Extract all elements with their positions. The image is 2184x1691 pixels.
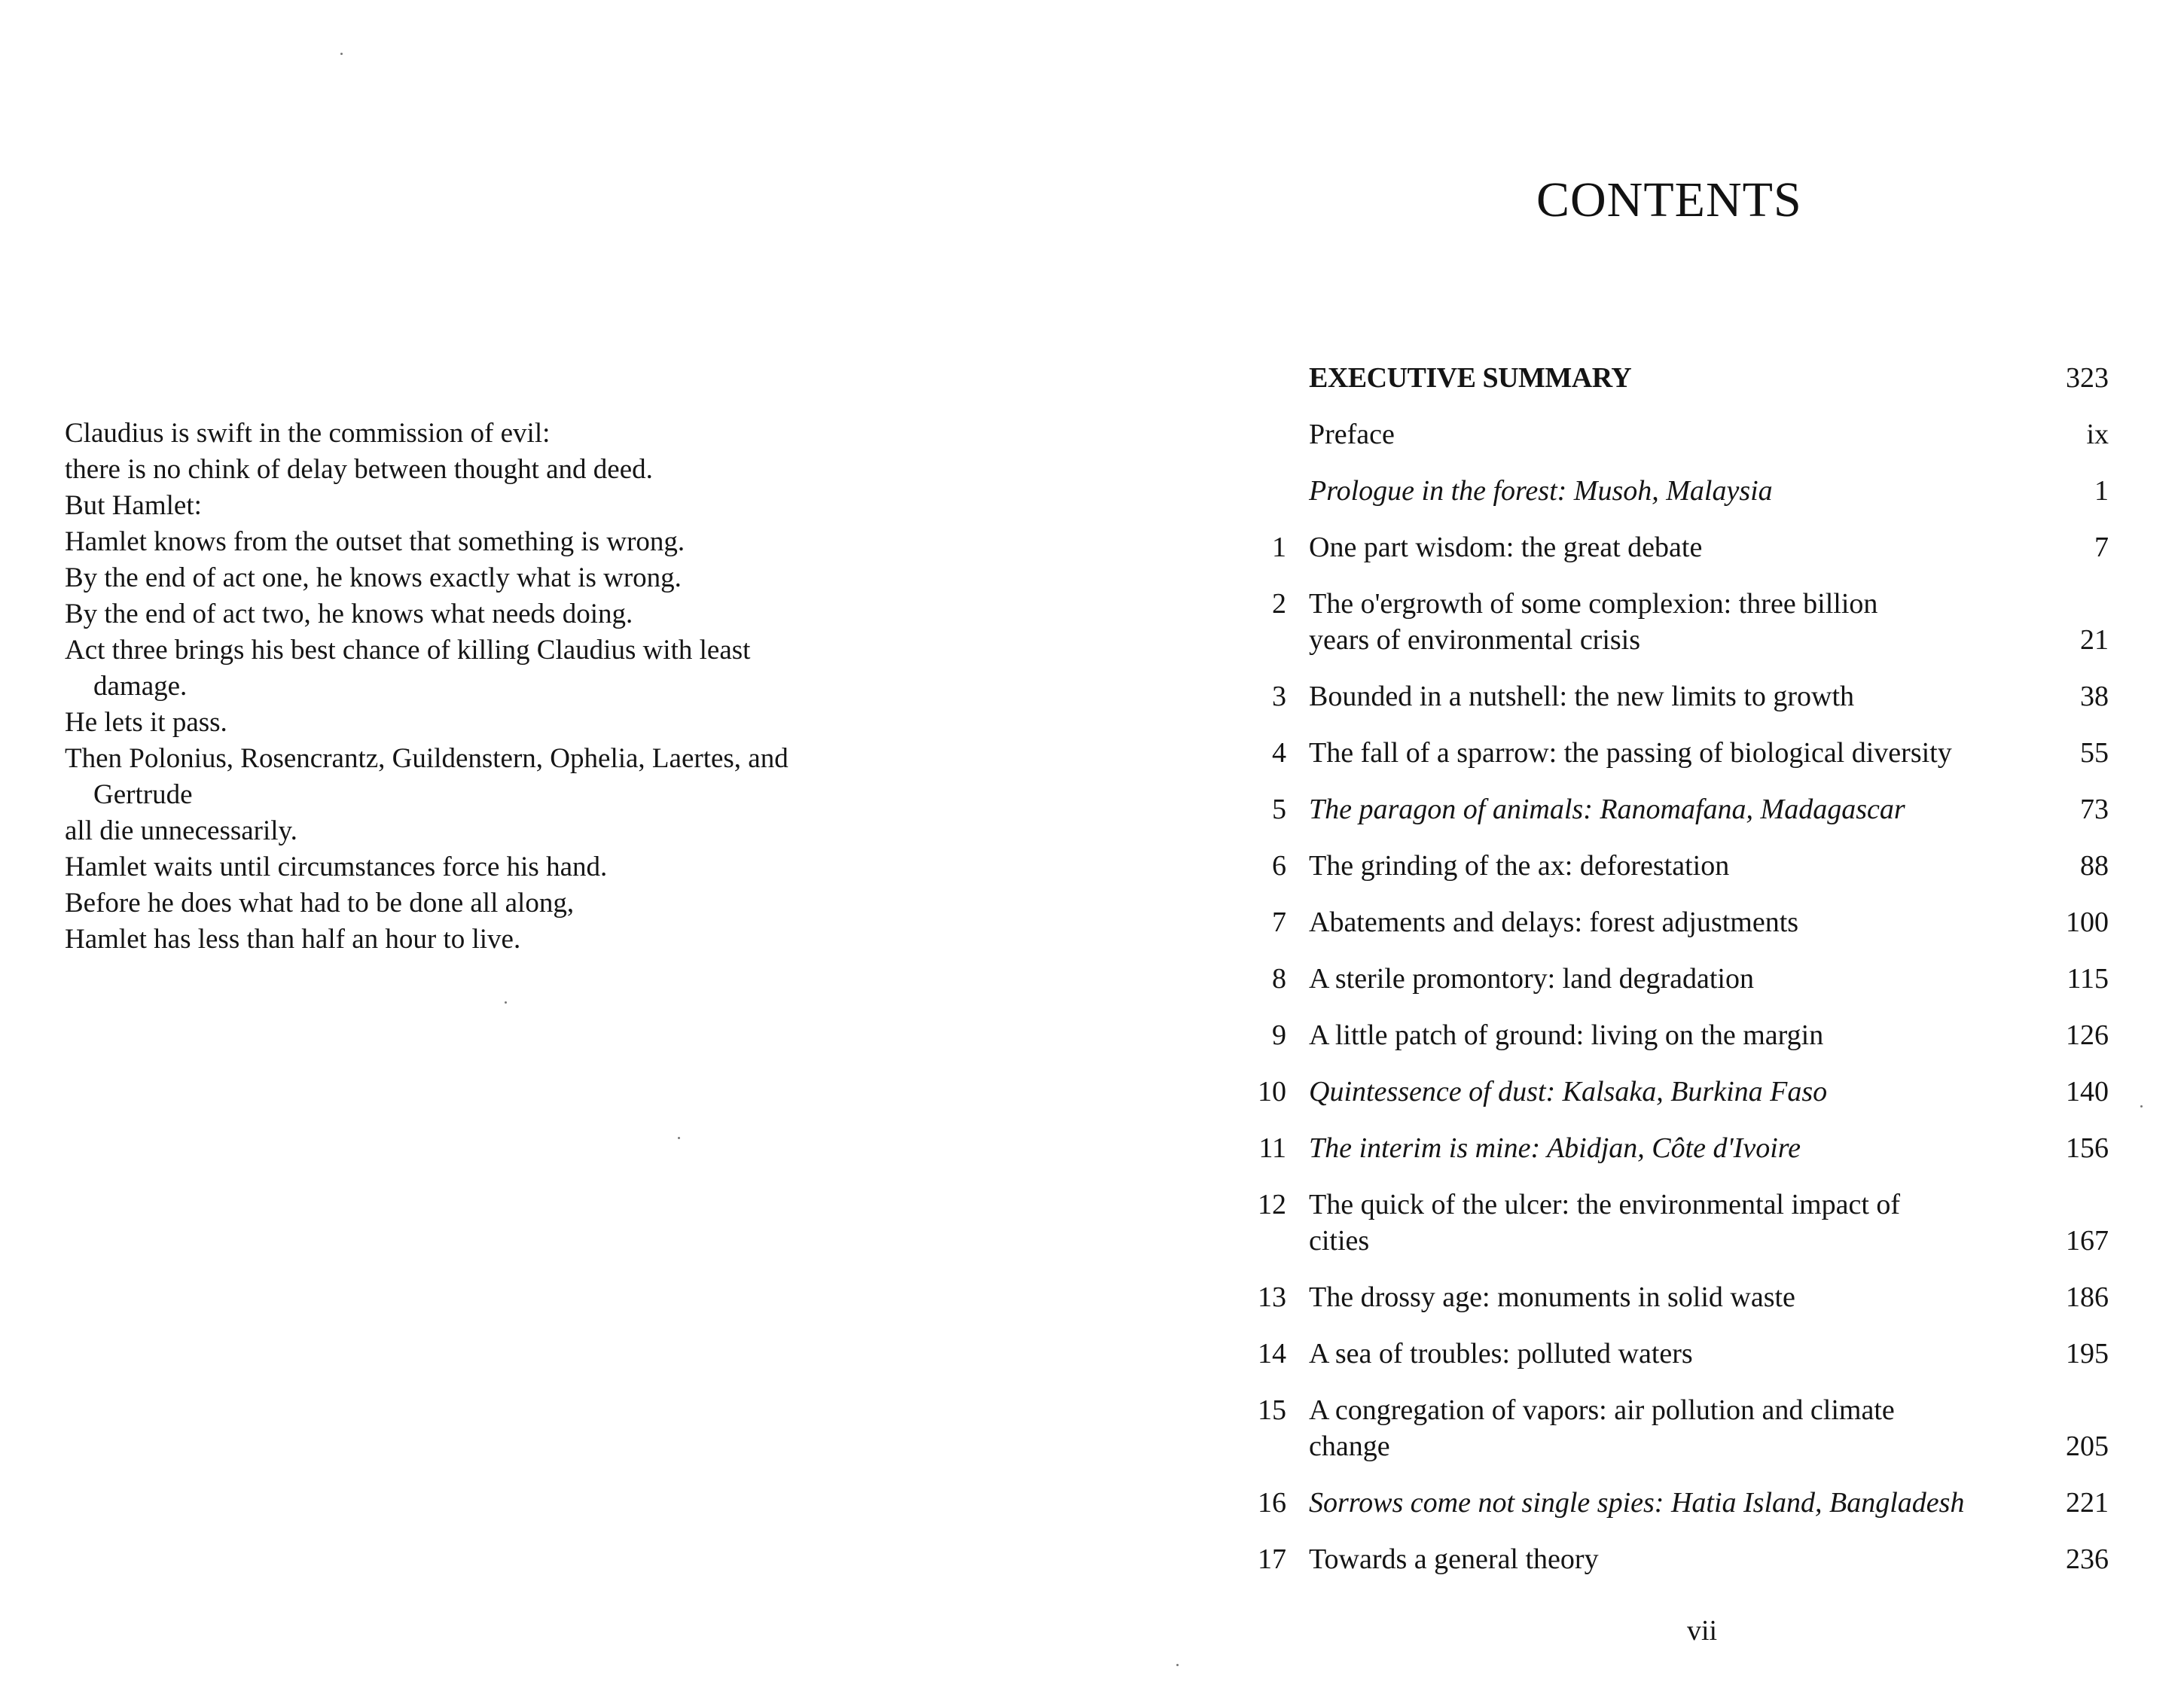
toc-title-line: The drossy age: monuments in solid waste	[1309, 1281, 1795, 1313]
toc-title-line: The paragon of animals: Ranomafana, Madagascar	[1309, 794, 1905, 825]
toc-chapter-number: 5	[1272, 794, 1286, 825]
toc-entry	[1243, 1485, 2109, 1521]
toc-entry	[1243, 791, 2109, 827]
toc-page-number: 205	[2066, 1430, 2109, 1462]
toc-page-number: 115	[2067, 963, 2109, 995]
toc-entry	[1243, 473, 2109, 509]
toc-title-line: cities	[1309, 1225, 1370, 1257]
toc-page-number: 38	[2080, 681, 2109, 712]
epigraph-line: By the end of act one, he knows exactly what is wrong.	[65, 562, 682, 593]
toc-title	[1309, 678, 2018, 714]
toc-page-number: 323	[2066, 362, 2109, 394]
toc-title	[1309, 904, 2018, 940]
toc-title	[1309, 529, 2018, 565]
toc-title-line: Prologue in the forest: Musoh, Malaysia	[1309, 475, 1773, 507]
toc-title	[1309, 1392, 2018, 1464]
toc-entry	[1243, 735, 2109, 771]
toc-title	[1309, 735, 2018, 771]
toc-page-number: 126	[2066, 1019, 2109, 1051]
toc-chapter-number: 16	[1258, 1487, 1286, 1519]
epigraph-line: By the end of act two, he knows what needs doing.	[65, 599, 633, 629]
toc-title	[1309, 1017, 2018, 1053]
toc-chapter-number: 2	[1272, 588, 1286, 620]
toc-title	[1309, 961, 2018, 997]
toc-entry	[1243, 1541, 2109, 1577]
toc-chapter-number: 11	[1258, 1132, 1286, 1164]
toc-entry	[1243, 1130, 2109, 1166]
scan-speck	[1176, 1664, 1179, 1666]
toc-page-number: 236	[2066, 1543, 2109, 1575]
toc-title-line: Abatements and delays: forest adjustments	[1309, 906, 1799, 938]
toc-title	[1309, 1074, 2018, 1110]
toc-page-number: 100	[2066, 906, 2109, 938]
toc-title-line: Quintessence of dust: Kalsaka, Burkina Faso	[1309, 1076, 1828, 1108]
toc-page-number: 167	[2066, 1225, 2109, 1257]
toc-entry	[1243, 416, 2109, 452]
page-number: vii	[1686, 1615, 1718, 1647]
toc-entry	[1243, 1336, 2109, 1372]
toc-entry	[1243, 678, 2109, 714]
scan-speck	[505, 1001, 507, 1004]
toc-page-number: 195	[2066, 1338, 2109, 1370]
toc-title-line: Preface	[1309, 419, 1395, 450]
toc-page-number: 55	[2080, 737, 2109, 769]
toc-title	[1309, 1279, 2018, 1315]
toc-chapter-number: 13	[1258, 1281, 1286, 1313]
toc-chapter-number: 4	[1272, 737, 1286, 769]
toc-page-number: 7	[2094, 532, 2109, 563]
epigraph-line: Act three brings his best chance of killing Claudius with least	[65, 635, 751, 666]
toc-title-line: Bounded in a nutshell: the new limits to growth	[1309, 681, 1855, 712]
toc-entry	[1243, 1279, 2109, 1315]
epigraph-line: Gertrude	[93, 779, 193, 810]
table-of-contents	[1243, 360, 2109, 1598]
toc-title-line: The grinding of the ax: deforestation	[1309, 850, 1730, 882]
toc-entry	[1243, 961, 2109, 997]
epigraph-line: Before he does what had to be done all along,	[65, 888, 575, 919]
toc-title-line: A sterile promontory: land degradation	[1309, 963, 1754, 995]
right-page	[1092, 0, 2184, 1691]
toc-entry	[1243, 1392, 2109, 1464]
toc-title	[1309, 586, 2018, 658]
epigraph-line: there is no chink of delay between thought and deed.	[65, 454, 653, 485]
toc-entry	[1243, 1017, 2109, 1053]
epigraph-line: But Hamlet:	[65, 490, 202, 521]
toc-entry	[1243, 1187, 2109, 1259]
contents-title: CONTENTS	[1536, 172, 1802, 227]
toc-title-line: EXECUTIVE SUMMARY	[1309, 362, 1632, 394]
epigraph-line: Hamlet waits until circumstances force his hand.	[65, 852, 608, 882]
toc-entry	[1243, 848, 2109, 884]
toc-title-line: The o'ergrowth of some complexion: three billion	[1309, 588, 1878, 620]
toc-page-number: 88	[2080, 850, 2109, 882]
toc-title-line: The fall of a sparrow: the passing of biological diversity	[1309, 737, 1952, 769]
toc-page-number: 140	[2066, 1076, 2109, 1108]
toc-entry	[1243, 904, 2109, 940]
epigraph	[65, 416, 1044, 958]
toc-chapter-number: 17	[1258, 1543, 1286, 1575]
toc-chapter-number: 10	[1258, 1076, 1286, 1108]
toc-page-number: 186	[2066, 1281, 2109, 1313]
toc-chapter-number: 15	[1258, 1394, 1286, 1426]
toc-title-line: A little patch of ground: living on the margin	[1309, 1019, 1824, 1051]
toc-chapter-number: 6	[1272, 850, 1286, 882]
toc-entry	[1243, 1074, 2109, 1110]
toc-page-number: 1	[2094, 475, 2109, 507]
toc-title-line: Sorrows come not single spies: Hatia Island, Bangladesh	[1309, 1487, 1965, 1519]
toc-page-number: 221	[2066, 1487, 2109, 1519]
toc-title	[1309, 791, 2018, 827]
epigraph-line: Hamlet has less than half an hour to live.	[65, 924, 521, 955]
epigraph-line: Then Polonius, Rosencrantz, Guildenstern, Ophelia, Laertes, and	[65, 743, 788, 774]
epigraph-line: all die unnecessarily.	[65, 815, 297, 846]
toc-entry	[1243, 586, 2109, 658]
toc-chapter-number: 12	[1258, 1189, 1286, 1220]
toc-entry	[1243, 529, 2109, 565]
toc-chapter-number: 7	[1272, 906, 1286, 938]
toc-entry	[1243, 360, 2109, 396]
toc-page-number: 156	[2066, 1132, 2109, 1164]
toc-chapter-number: 3	[1272, 681, 1286, 712]
epigraph-line: Hamlet knows from the outset that something is wrong.	[65, 526, 685, 557]
toc-title-line: Towards a general theory	[1309, 1543, 1599, 1575]
epigraph-line: He lets it pass.	[65, 707, 227, 738]
toc-title	[1309, 1187, 2018, 1259]
scan-speck	[678, 1137, 680, 1139]
toc-title	[1309, 473, 2018, 509]
toc-title-line: A sea of troubles: polluted waters	[1309, 1338, 1693, 1370]
epigraph-line: Claudius is swift in the commission of evil:	[65, 418, 551, 449]
toc-title	[1309, 360, 2018, 396]
toc-title-line: One part wisdom: the great debate	[1309, 532, 1703, 563]
toc-title	[1309, 416, 2018, 452]
toc-chapter-number: 1	[1272, 532, 1286, 563]
toc-title	[1309, 1336, 2018, 1372]
toc-page-number: 21	[2080, 624, 2109, 656]
toc-title-line: The quick of the ulcer: the environmental impact of	[1309, 1189, 1901, 1220]
toc-title-line: years of environmental crisis	[1309, 624, 1641, 656]
toc-title	[1309, 848, 2018, 884]
toc-title-line: The interim is mine: Abidjan, Côte d'Ivoire	[1309, 1132, 1801, 1164]
scan-speck	[340, 53, 343, 55]
toc-page-number: 73	[2080, 794, 2109, 825]
epigraph-line: damage.	[93, 671, 188, 702]
toc-page-number: ix	[2086, 419, 2109, 450]
toc-title-line: change	[1309, 1430, 1390, 1462]
toc-chapter-number: 9	[1272, 1019, 1286, 1051]
toc-chapter-number: 14	[1258, 1338, 1286, 1370]
toc-title-line: A congregation of vapors: air pollution and climate	[1309, 1394, 1895, 1426]
toc-title	[1309, 1541, 2018, 1577]
toc-chapter-number: 8	[1272, 963, 1286, 995]
toc-title	[1309, 1130, 2018, 1166]
scan-speck	[2140, 1105, 2143, 1108]
toc-title	[1309, 1485, 2018, 1521]
